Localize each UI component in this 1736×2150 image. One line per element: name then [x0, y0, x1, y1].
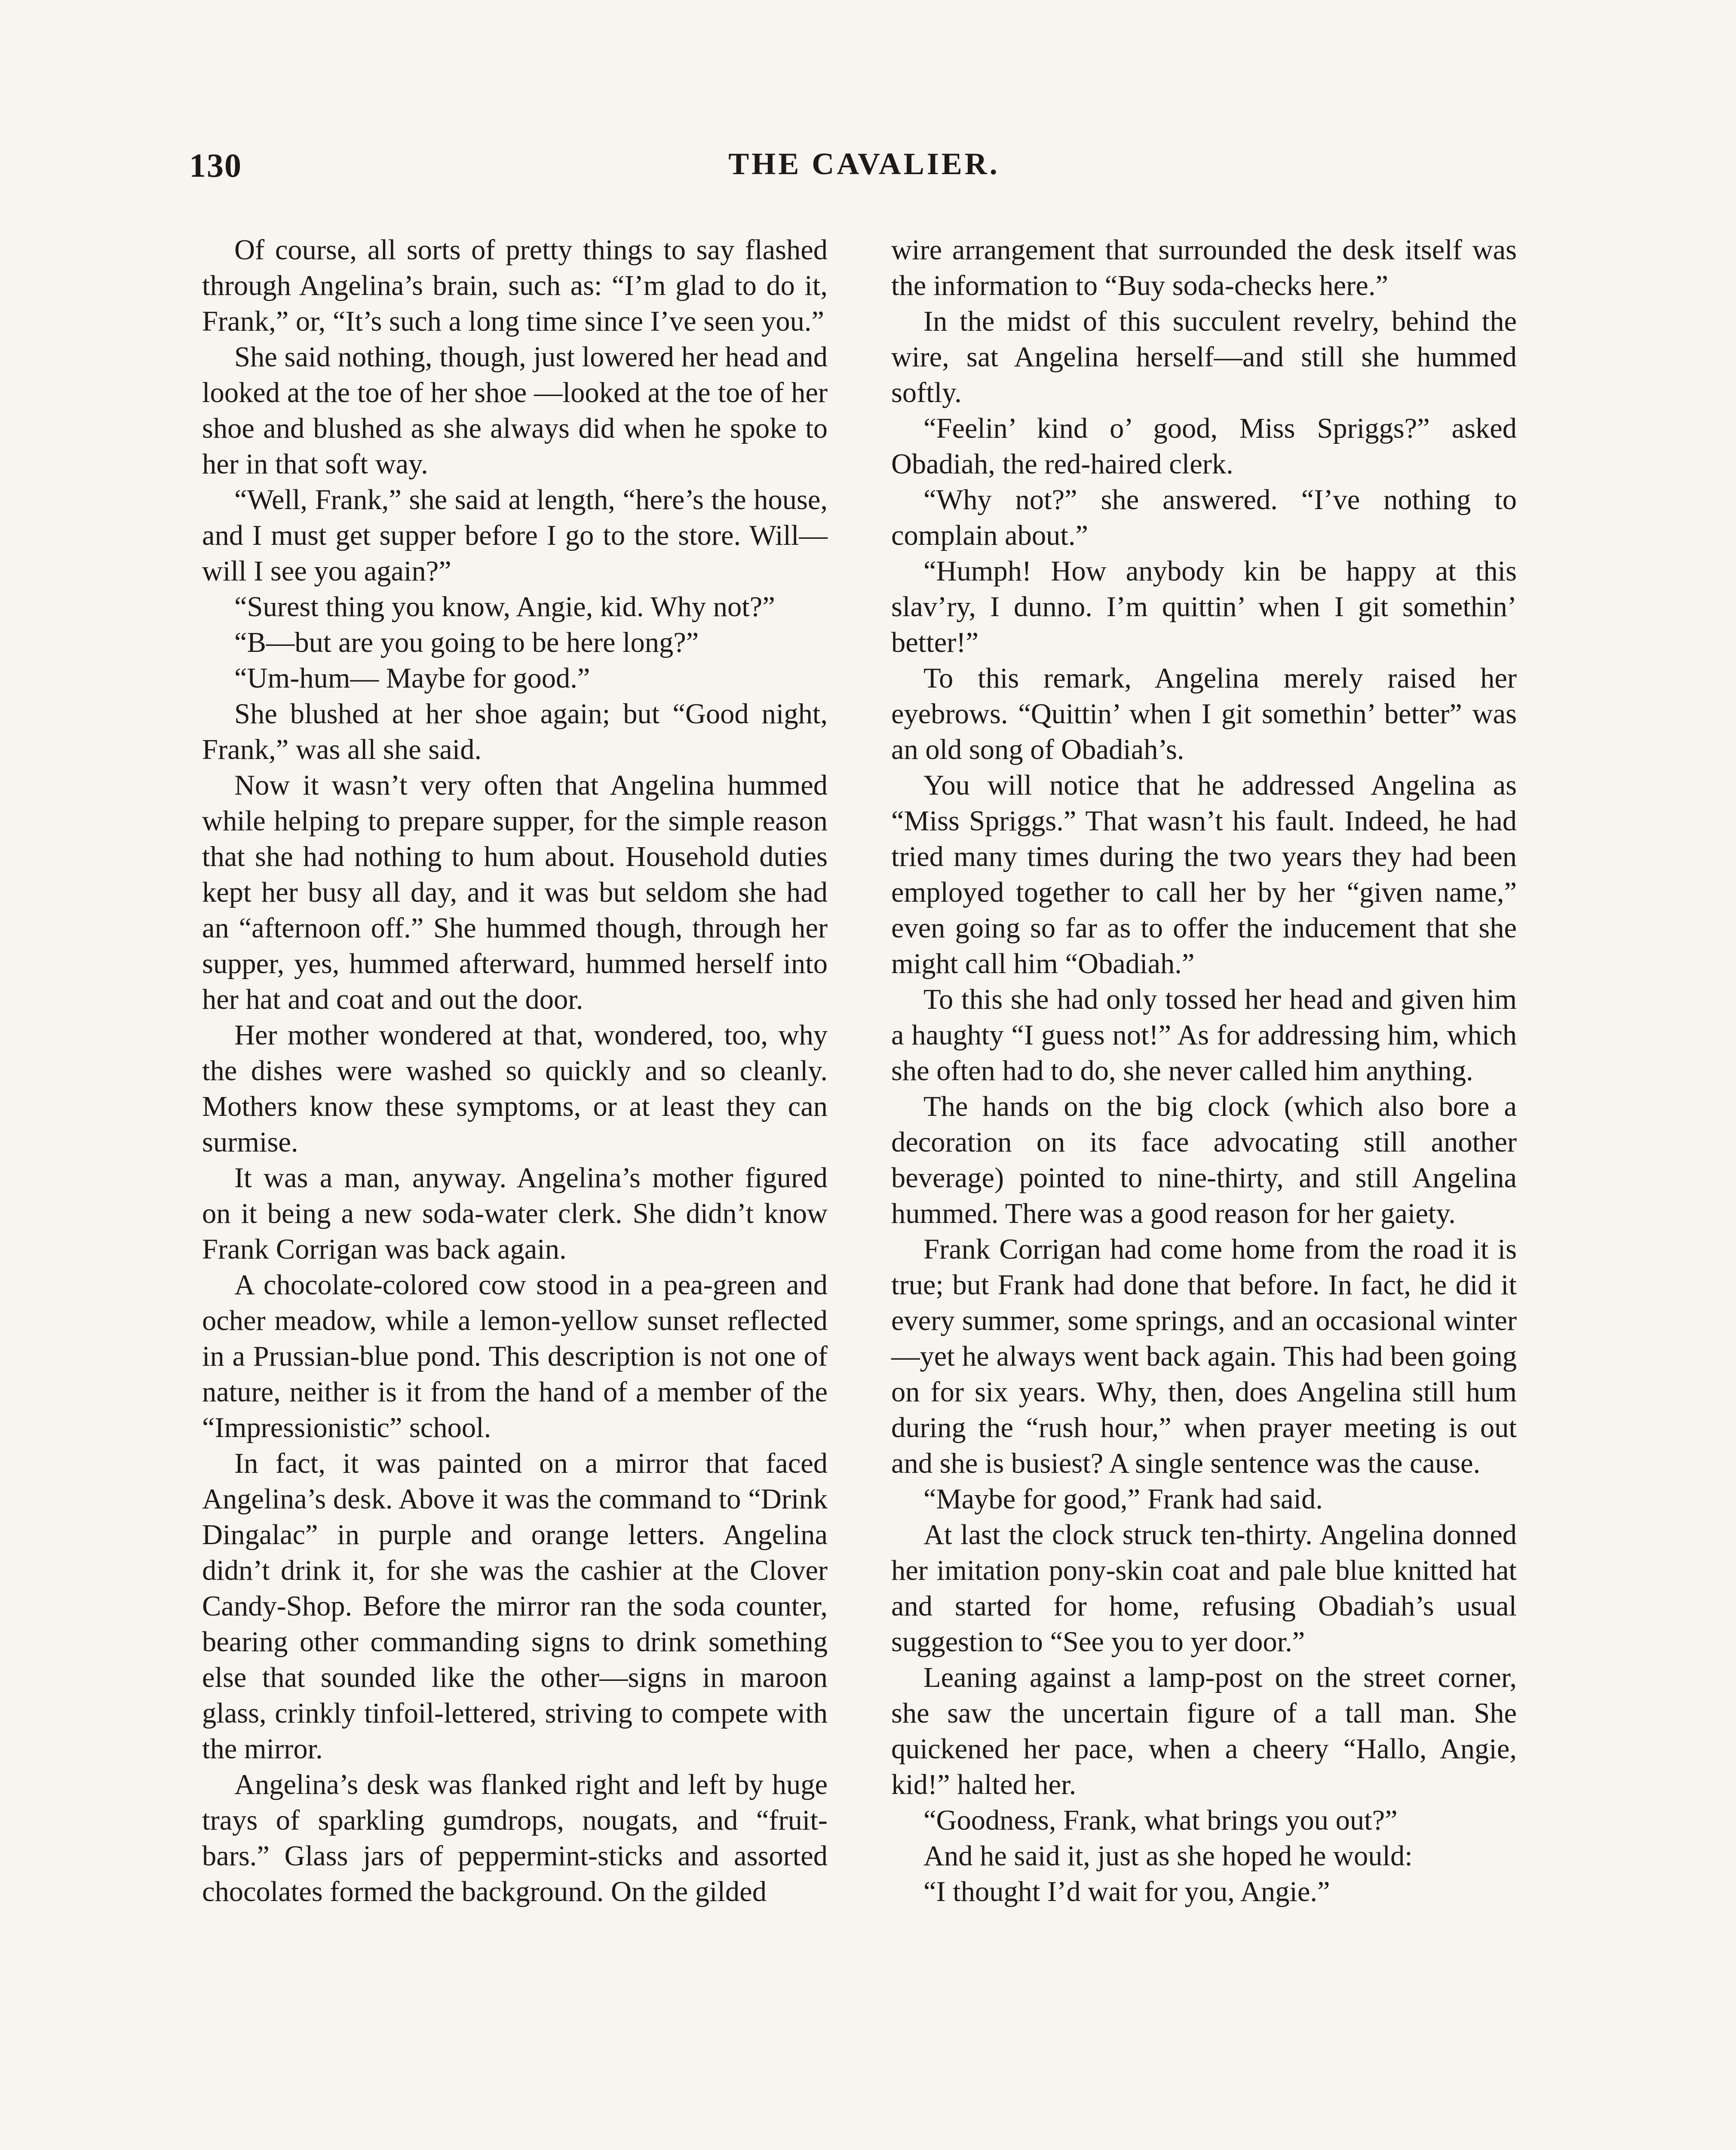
- paragraph: To this remark, Angelina merely raised her eyebrows. “Quittin’ when I git somethin’ better” was an old song of Obadiah’s.: [891, 663, 1517, 765]
- page-header: [189, 146, 1539, 198]
- paragraph: Leaning against a lamp-post on the street corner, she saw the uncertain figure of a tall man. She quickened her pace, when a cheery “Hallo, Angie, kid!” halted her.: [891, 1662, 1517, 1800]
- paragraph: And he said it, just as she hoped he would:: [923, 1840, 1413, 1872]
- page-number: 130: [189, 147, 242, 184]
- right-text-column: [891, 232, 1517, 1910]
- paragraph: “Feelin’ kind o’ good, Miss Spriggs?” asked Obadiah, the red-haired clerk.: [891, 413, 1517, 480]
- paragraph: A chocolate-colored cow stood in a pea-green and ocher meadow, while a lemon-yellow sunset reflected in a Prussian-blue pond. This description is not one of nature, neither is it from the hand of a member of the “Impressionistic” school.: [202, 1269, 828, 1444]
- running-title: THE CAVALIER.: [728, 147, 1000, 181]
- paragraph: You will notice that he addressed Angelina as “Miss Spriggs.” That wasn’t his fault. Indeed, he had tried many times during the two years they had been employed together to call her by her “given name,” even going so far as to offer the inducement that she might call him “Obadiah.”: [891, 770, 1517, 980]
- paragraph: “Surest thing you know, Angie, kid. Why not?”: [234, 591, 775, 623]
- paragraph: At last the clock struck ten-thirty. Angelina donned her imitation pony-skin coat and pale blue knitted hat and started for home, refusing Obadiah’s usual suggestion to “See you to yer door.”: [891, 1519, 1517, 1658]
- paragraph: “Maybe for good,” Frank had said.: [923, 1484, 1323, 1515]
- paragraph: “Um-hum— Maybe for good.”: [234, 663, 590, 694]
- paragraph: Of course, all sorts of pretty things to say flashed through Angelina’s brain, such as: “I’m glad to do it, Frank,” or, “It’s such a long time since I’ve seen you.”: [202, 234, 828, 337]
- paragraph: wire arrangement that surrounded the desk itself was the information to “Buy soda-checks here.”: [891, 234, 1517, 301]
- left-text-column: [202, 232, 828, 1910]
- paragraph: Her mother wondered at that, wondered, too, why the dishes were washed so quickly and so cleanly. Mothers know these symptoms, or at least they can surmise.: [202, 1020, 828, 1158]
- paragraph: In the midst of this succulent revelry, behind the wire, sat Angelina herself—and still she hummed softly.: [891, 306, 1517, 408]
- paragraph: “B—but are you going to be here long?”: [234, 627, 699, 658]
- paragraph: “Well, Frank,” she said at length, “here’s the house, and I must get supper before I go to the store. Will—will I see you again?”: [202, 484, 828, 587]
- paragraph: To this she had only tossed her head and given him a haughty “I guess not!” As for addressing him, which she often had to do, she never called him anything.: [891, 984, 1517, 1087]
- paragraph: She blushed at her shoe again; but “Good night, Frank,” was all she said.: [202, 698, 828, 765]
- paragraph: “Goodness, Frank, what brings you out?”: [923, 1805, 1398, 1836]
- paragraph: In fact, it was painted on a mirror that faced Angelina’s desk. Above it was the command to “Drink Dingalac” in purple and orange letters. Angelina didn’t drink it, for she was the cashier at the Clover Candy-Shop. Before the mirror ran the soda counter, bearing other commanding signs to drink something else that sounded like the other—signs in maroon glass, crinkly tinfoil-lettered, striving to compete with the mirror.: [202, 1448, 828, 1765]
- paragraph: “Why not?” she answered. “I’ve nothing to complain about.”: [891, 484, 1517, 551]
- paragraph: It was a man, anyway. Angelina’s mother figured on it being a new soda-water clerk. She didn’t know Frank Corrigan was back again.: [202, 1162, 828, 1265]
- paragraph: She said nothing, though, just lowered her head and looked at the toe of her shoe —looked at the toe of her shoe and blushed as she always did when he spoke to her in that soft way.: [202, 341, 828, 480]
- paragraph: The hands on the big clock (which also bore a decoration on its face advocating still another beverage) pointed to nine-thirty, and still Angelina hummed. There was a good reason for her gaiety.: [891, 1091, 1517, 1229]
- paragraph: “I thought I’d wait for you, Angie.”: [923, 1876, 1330, 1907]
- paragraph: “Humph! How anybody kin be happy at this slav’ry, I dunno. I’m quittin’ when I git somethin’ better!”: [891, 556, 1517, 658]
- paragraph: Angelina’s desk was flanked right and left by huge trays of sparkling gumdrops, nougats, and “fruit-bars.” Glass jars of peppermint-sticks and assorted chocolates formed the background. On the gilded: [202, 1769, 828, 1907]
- paragraph: Frank Corrigan had come home from the road it is true; but Frank had done that before. In fact, he did it every summer, some springs, and an occasional winter—yet he always went back again. This had been going on for six years. Why, then, does Angelina still hum during the “rush hour,” when prayer meeting is out and she is busiest? A single sentence was the cause.: [891, 1234, 1517, 1479]
- paragraph: Now it wasn’t very often that Angelina hummed while helping to prepare supper, for the simple reason that she had nothing to hum about. Household duties kept her busy all day, and it was but seldom she had an “afternoon off.” She hummed though, through her supper, yes, hummed afterward, hummed herself into her hat and coat and out the door.: [202, 770, 828, 1015]
